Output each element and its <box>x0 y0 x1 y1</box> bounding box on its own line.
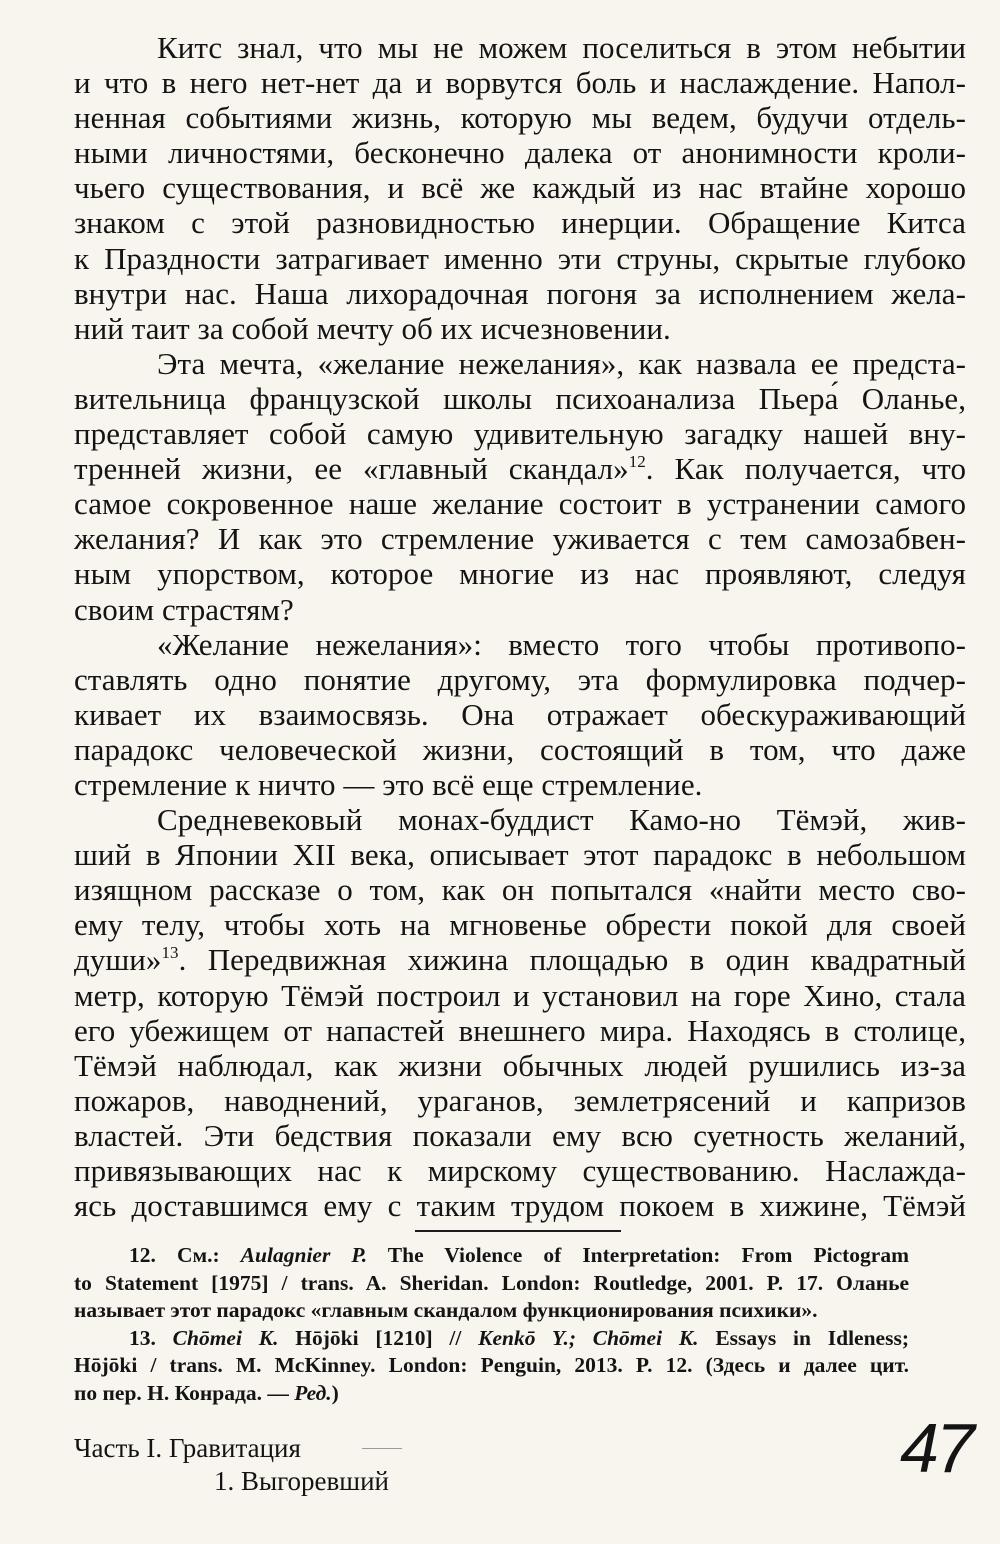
paragraph-3 <box>74 627 966 802</box>
text-line: его убежищем от напастей внешнего мира. Находясь в столице, <box>74 1012 966 1048</box>
page-number: 47 <box>900 1409 972 1487</box>
footnote-text: Essays in Idleness; <box>715 1325 909 1350</box>
text-line: изящном рассказе о том, как он попытался «найти место сво- <box>74 872 966 908</box>
text-line: Средневековый монах-буддист Камо-но Тёмэй, жив- <box>157 802 966 838</box>
footnote-number: 12. <box>129 1243 156 1267</box>
paragraph-1 <box>74 30 966 346</box>
text-line-with-footnote <box>74 451 966 486</box>
text-line: к Праздности затрагивает именно эти струны, скрытые глубоко <box>74 240 966 276</box>
text-line: парадокс человеческой жизни, состоящий в том, что даже <box>74 731 966 767</box>
text-line: ший в Японии XII века, описывает этот парадокс в небольшом <box>74 837 966 873</box>
text-line: ему телу, чтобы хоть на мгновенье обрести покой для своей <box>74 907 966 943</box>
text-line: ний таит за собой мечту об их исчезновении. <box>74 310 671 346</box>
running-footer-part: Часть I. Гравитация <box>74 1433 301 1463</box>
main-text <box>74 30 966 1223</box>
text-line: пожаров, наводнений, ураганов, землетрясений и капризов <box>74 1082 966 1118</box>
text-line: и что в него нет-нет да и ворвутся боль и наслаждение. Напол- <box>74 65 966 101</box>
text-line: кивает их взаимосвязь. Она отражает обескураживающий <box>74 696 966 732</box>
text-line: Эта мечта, «желание нежелания», как назвала ее предста- <box>157 345 966 381</box>
footnote-ref-13[interactable]: 13 <box>161 943 179 963</box>
text-line: «Желание нежелания»: вместо того чтобы противопо- <box>157 626 966 662</box>
text-line: ясь доставшимся ему с таким трудом покоем в хижине, Тёмэй <box>74 1188 966 1224</box>
text-line: желания? И как это стремление уживается с тем самозабвен- <box>74 521 966 557</box>
paragraph-2 <box>74 346 966 627</box>
text-fragment: . Передвижная хижина площадью в один квадратный <box>178 942 966 978</box>
footnote-12-line: to Statement [1975] / trans. A. Sheridan. London: Routledge, 2001. P. 17. Оланье <box>74 1270 909 1295</box>
text-line: внутри нас. Наша лихорадочная погоня за исполнением жела- <box>74 275 966 311</box>
text-line: властей. Эти бедствия показали ему всю суетность желаний, <box>74 1117 966 1153</box>
footnote-author: Chōmei K. <box>172 1325 279 1350</box>
text-line: Тёмэй наблюдал, как жизни обычных людей рушились из-за <box>74 1047 966 1083</box>
footnote-author: Kenkō Y.; Chōmei K. <box>478 1325 699 1350</box>
paragraph-4 <box>74 802 966 1223</box>
footnote-13-line <box>74 1380 909 1408</box>
text-line: самое сокровенное наше желание состоит в устранении самого <box>74 486 966 522</box>
text-line: ным упорством, которое многие из нас проявляют, следуя <box>74 556 966 592</box>
text-line: метр, которую Тёмэй построил и установил на горе Хино, стала <box>74 977 966 1013</box>
footnote-12-line <box>74 1242 909 1270</box>
footnote-text: См.: <box>176 1243 220 1267</box>
text-line: знаком с этой разновидностью инерции. Обращение Китса <box>74 205 966 241</box>
text-line-with-footnote <box>74 942 966 977</box>
footnote-separator <box>415 1230 621 1232</box>
footnote-ref-12[interactable]: 12 <box>628 452 646 472</box>
text-line: ставлять одно понятие другому, эта формулировка подчер- <box>74 661 966 697</box>
footnote-13-line: Hōjōki / trans. M. McKinney. London: Penguin, 2013. P. 12. (Здесь и далее цит. <box>74 1353 909 1377</box>
running-footer-chapter: 1. Выгоревший <box>214 1466 389 1496</box>
footnote-editor: Ред. <box>294 1380 332 1405</box>
text-fragment: . Как получается, что <box>645 451 967 487</box>
text-fragment: души» <box>74 942 162 978</box>
text-line: стремление к ничто — это всё еще стремление. <box>74 766 703 802</box>
text-fragment: тренней жизни, ее «главный скандал» <box>74 451 629 487</box>
footnote-12-line: называет этот парадокс «главным скандалом функционирования психики». <box>74 1298 818 1322</box>
text-line: своим страстям? <box>74 591 294 627</box>
footer-divider <box>362 1448 402 1449</box>
text-line: привязывающих нас к мирскому существованию. Наслажда- <box>74 1153 966 1188</box>
footnote-author: Aulagnier P. <box>240 1243 368 1267</box>
text-line: Китс знал, что мы не можем поселиться в этом небытии <box>157 30 966 65</box>
footnote-13-line <box>74 1325 909 1353</box>
footnote-text: The Violence of Interpretation: From Pictogram <box>387 1243 910 1267</box>
footnote-number: 13. <box>129 1325 156 1350</box>
footnote-text: ) <box>331 1380 339 1405</box>
text-line: чьего существования, и всё же каждый из нас втайне хорошо <box>74 170 966 206</box>
text-line: ными личностями, бесконечно далека от анонимности кроли- <box>74 135 966 171</box>
text-line: вительница французской школы психоанализа Пьера́ Оланье, <box>74 380 966 416</box>
text-line: представляет собой самую удивительную загадку нашей вну- <box>74 416 966 452</box>
footnote-text: по пер. Н. Конрада. — <box>74 1380 289 1405</box>
footnote-text: Hōjōki [1210] // <box>295 1325 462 1350</box>
footnotes <box>74 1242 909 1407</box>
text-line: ненная событиями жизнь, которую мы ведем, будучи отдель- <box>74 100 966 136</box>
